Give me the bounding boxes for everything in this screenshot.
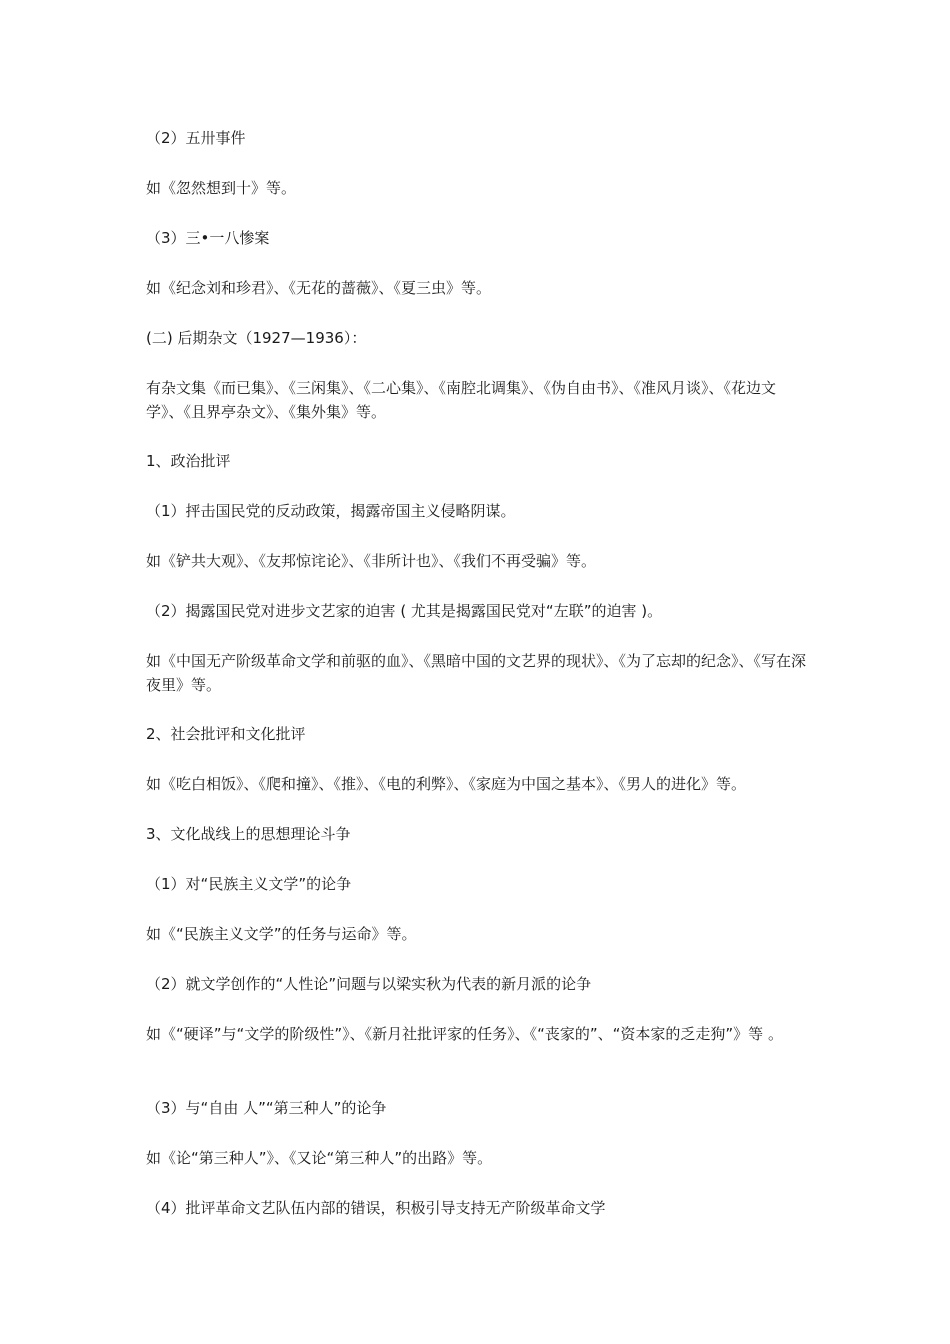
subheading-political-criticism: 1、政治批评: [146, 452, 231, 470]
paragraph-may30-heading: （2）五卅事件: [146, 129, 246, 147]
paragraph-struggle-2: （2）就文学创作的“人性论”问题与以梁实秋为代表的新月派的论争: [146, 975, 592, 993]
paragraph-political-2: （2）揭露国民党对进步文艺家的迫害 ( 尤其是揭露国民党对“左联”的迫害 )。: [146, 602, 663, 620]
paragraph-struggle-2-examples: 如《“硬译”与“文学的阶级性”》、《新月社批评家的任务》、《“丧家的”、“资本家的乏走狗”》等 。: [146, 1025, 783, 1043]
section-heading-later-essays: (二) 后期杂文（1927—1936）：: [146, 329, 367, 347]
paragraph-struggle-1-examples: 如《“民族主义文学”的任务与运命》等。: [146, 925, 417, 943]
paragraph-struggle-3: （3）与“自由 人”“第三种人”的论争: [146, 1099, 387, 1117]
paragraph-political-1: （1）抨击国民党的反动政策，揭露帝国主义侵略阴谋。: [146, 502, 516, 520]
paragraph-may30-examples: 如《忽然想到十》等。: [146, 179, 297, 197]
paragraph-essay-collections: 有杂文集《而已集》、《三闲集》、《二心集》、《南腔北调集》、《伪自由书》、《准风月谈》、《花边文学》、《且界亭杂文》、《集外集》等。: [146, 379, 777, 421]
paragraph-political-2-examples: 如《中国无产阶级革命文学和前驱的血》、《黑暗中国的文艺界的现状》、《为了忘却的纪念》、《写在深夜里》等。: [146, 652, 807, 694]
paragraph-political-1-examples: 如《铲共大观》、《友邦惊诧论》、《非所计也》、《我们不再受骗》等。: [146, 552, 597, 570]
paragraph-struggle-1: （1）对“民族主义文学”的论争: [146, 875, 352, 893]
subheading-social-cultural-criticism: 2、社会批评和文化批评: [146, 725, 306, 743]
paragraph-social-examples: 如《吃白相饭》、《爬和撞》、《推》、《电的利弊》、《家庭为中国之基本》、《男人的进化》等。: [146, 775, 747, 793]
paragraph-318-examples: 如《纪念刘和珍君》、《无花的蔷薇》、《夏三虫》等。: [146, 279, 492, 297]
subheading-ideological-struggle: 3、文化战线上的思想理论斗争: [146, 825, 351, 843]
paragraph-struggle-3-examples: 如《论“第三种人”》、《又论“第三种人”的出路》等。: [146, 1149, 493, 1167]
paragraph-318-heading: （3）三•一八惨案: [146, 229, 270, 247]
paragraph-struggle-4: （4）批评革命文艺队伍内部的错误，积极引导支持无产阶级革命文学: [146, 1199, 606, 1217]
